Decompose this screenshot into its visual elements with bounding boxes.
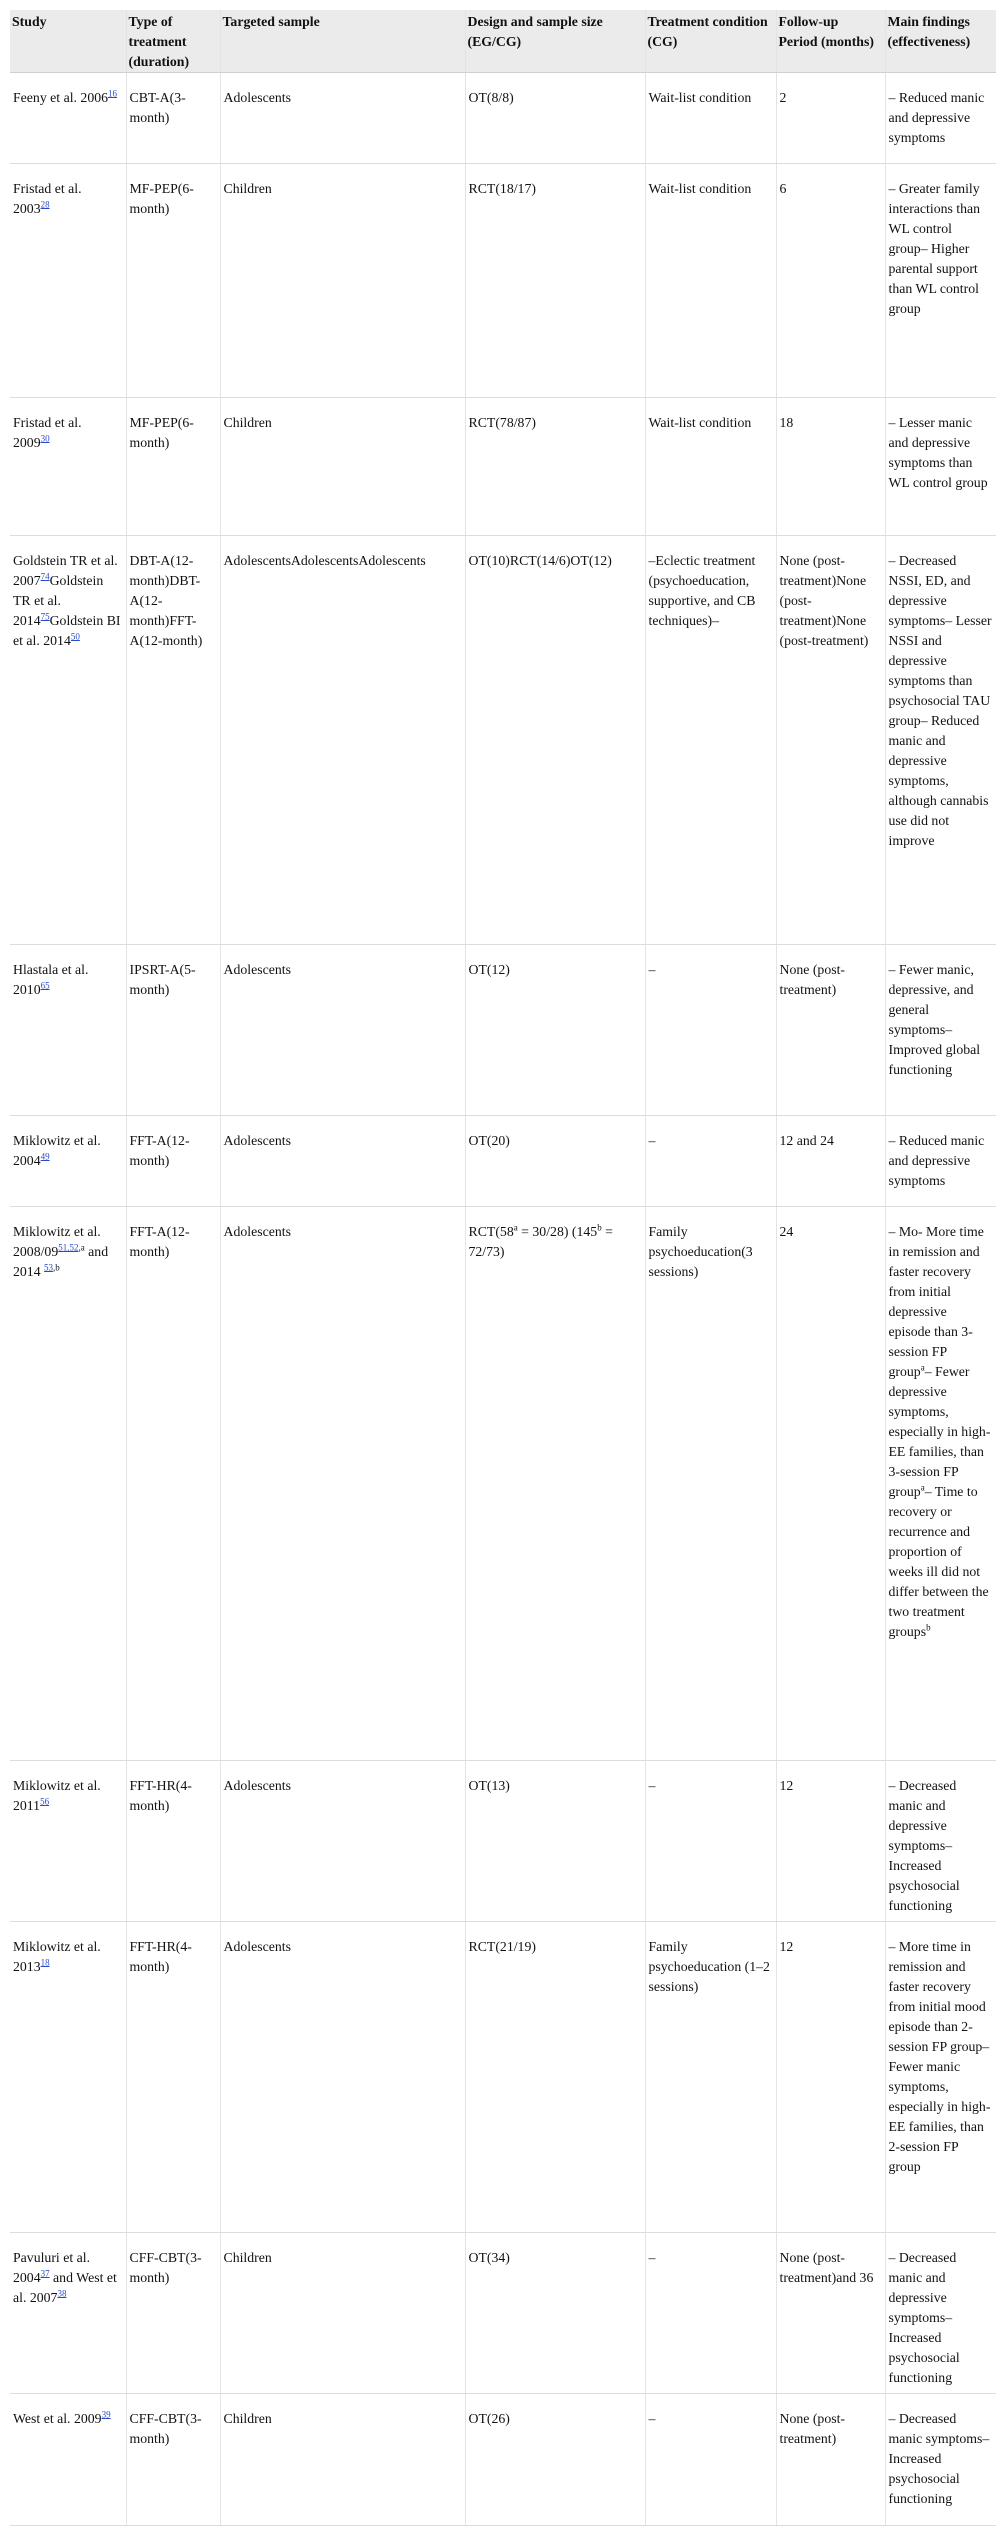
treatment-type-cell: MF-PEP(6-month) bbox=[126, 164, 220, 398]
findings-cell bbox=[885, 1116, 996, 1207]
findings-cell bbox=[885, 398, 996, 536]
study-cell-text: Goldstein TR et al. 2007 bbox=[13, 553, 118, 588]
treatment-type-cell: FFT-HR(4-month) bbox=[126, 1922, 220, 2233]
header-row bbox=[10, 10, 996, 73]
findings-cell-text: – Fewer depressive symptoms, especially in high-EE families, than 3-session FP group bbox=[888, 1364, 991, 1499]
design-cell-text: RCT(78/87) bbox=[468, 415, 536, 430]
study-cell-text: Pavuluri et al. 2004 bbox=[13, 2250, 91, 2285]
study-cell bbox=[10, 2233, 126, 2394]
reference-link[interactable]: 56 bbox=[40, 1796, 50, 1807]
targeted-sample-cell: Children bbox=[220, 2233, 465, 2394]
reference-link[interactable]: 50 bbox=[70, 631, 80, 642]
table-row bbox=[10, 1761, 996, 1922]
design-cell-text: OT(20) bbox=[468, 1133, 510, 1148]
design-cell-text: OT(8/8) bbox=[468, 90, 514, 105]
design-cell bbox=[465, 1761, 645, 1922]
treatment-condition-cell: – bbox=[645, 2233, 776, 2394]
followup-cell: 12 bbox=[776, 1922, 885, 2233]
study-cell bbox=[10, 945, 126, 1116]
design-cell bbox=[465, 1922, 645, 2233]
treatment-condition-cell: –Eclectic treatment (psychoeducation, supportive, and CB techniques)– bbox=[645, 536, 776, 945]
followup-cell: None (post-treatment) bbox=[776, 945, 885, 1116]
col-header-findings: Main findings (effectiveness) bbox=[885, 10, 996, 73]
findings-cell-text: – Decreased manic and depressive symptoms– Increased psychosocial functioning bbox=[888, 2250, 960, 2385]
study-cell-text: Miklowitz et al. 2013 bbox=[13, 1939, 101, 1974]
followup-cell: None (post-treatment) bbox=[776, 2394, 885, 2526]
treatment-type-cell: IPSRT-A(5-month) bbox=[126, 945, 220, 1116]
treatment-type-cell: FFT-A(12-month) bbox=[126, 1116, 220, 1207]
targeted-sample-cell: Adolescents bbox=[220, 1761, 465, 1922]
design-cell bbox=[465, 1207, 645, 1761]
study-cell bbox=[10, 2394, 126, 2526]
treatment-condition-cell: – bbox=[645, 1761, 776, 1922]
reference-link[interactable]: 75 bbox=[40, 611, 50, 622]
study-cell-text: and 2014 bbox=[13, 1244, 109, 1279]
findings-cell-text: – Lesser manic and depressive symptoms than WL control group bbox=[888, 415, 988, 490]
treatment-type-cell: DBT-A(12-month)DBT-A(12-month)FFT-A(12-month) bbox=[126, 536, 220, 945]
findings-cell-text: – Reduced manic and depressive symptoms bbox=[888, 1133, 985, 1188]
table-row bbox=[10, 536, 996, 945]
study-cell bbox=[10, 1761, 126, 1922]
footnote-marker: a bbox=[513, 1222, 518, 1233]
targeted-sample-cell: Adolescents bbox=[220, 1116, 465, 1207]
findings-cell bbox=[885, 1922, 996, 2233]
design-cell bbox=[465, 945, 645, 1116]
study-cell bbox=[10, 1116, 126, 1207]
table-row bbox=[10, 164, 996, 398]
design-cell-text: OT(26) bbox=[468, 2411, 510, 2426]
findings-cell-text: – Reduced manic and depressive symptoms bbox=[888, 90, 985, 145]
followup-cell: 12 bbox=[776, 1761, 885, 1922]
design-cell-text: RCT(21/19) bbox=[468, 1939, 536, 1954]
findings-cell-text: – Time to recovery or recurrence and proportion of weeks ill did not differ between the two treatment groups bbox=[888, 1484, 989, 1639]
followup-cell: 24 bbox=[776, 1207, 885, 1761]
table-row bbox=[10, 945, 996, 1116]
design-cell-text: RCT(18/17) bbox=[468, 181, 536, 196]
targeted-sample-cell: Children bbox=[220, 2394, 465, 2526]
treatment-condition-cell: – bbox=[645, 2394, 776, 2526]
footnote-marker: ,a bbox=[78, 1242, 85, 1253]
table-row bbox=[10, 1116, 996, 1207]
reference-link[interactable]: 37 bbox=[40, 2268, 50, 2279]
findings-cell-text: – Mo- More time in remission and faster recovery from initial depressive episode than 3-session FP group bbox=[888, 1224, 984, 1379]
study-cell-text: Hlastala et al. 2010 bbox=[13, 962, 89, 997]
followup-cell: 18 bbox=[776, 398, 885, 536]
col-header-followup: Follow-up Period (months) bbox=[776, 10, 885, 73]
findings-cell bbox=[885, 1207, 996, 1761]
study-cell-text: Feeny et al. 2006 bbox=[13, 90, 109, 105]
findings-cell bbox=[885, 945, 996, 1116]
treatment-condition-cell: Wait-list condition bbox=[645, 398, 776, 536]
treatment-condition-cell: Family psychoeducation (1–2 sessions) bbox=[645, 1922, 776, 2233]
study-cell-text: Fristad et al. 2009 bbox=[13, 415, 82, 450]
followup-cell: 6 bbox=[776, 164, 885, 398]
followup-cell: 12 and 24 bbox=[776, 1116, 885, 1207]
col-header-condition: Treatment condition (CG) bbox=[645, 10, 776, 73]
design-cell-text: RCT(58 bbox=[468, 1224, 514, 1239]
study-cell bbox=[10, 1922, 126, 2233]
reference-link[interactable]: 49 bbox=[40, 1151, 50, 1162]
design-cell-text: OT(13) bbox=[468, 1778, 510, 1793]
treatment-type-cell: FFT-HR(4-month) bbox=[126, 1761, 220, 1922]
treatment-type-cell: MF-PEP(6-month) bbox=[126, 398, 220, 536]
reference-link[interactable]: 18 bbox=[40, 1957, 50, 1968]
reference-link[interactable]: 38 bbox=[57, 2288, 67, 2299]
study-cell-text: Miklowitz et al. 2004 bbox=[13, 1133, 101, 1168]
study-cell-text: Fristad et al. 2003 bbox=[13, 181, 82, 216]
col-header-study: Study bbox=[10, 10, 126, 73]
study-cell-text: and West et al. 2007 bbox=[13, 2270, 117, 2305]
table-row bbox=[10, 1207, 996, 1761]
reference-link[interactable]: 74 bbox=[40, 571, 50, 582]
col-header-type: Type of treatment (duration) bbox=[126, 10, 220, 73]
reference-link[interactable]: 51,52 bbox=[58, 1242, 79, 1253]
col-header-sample: Targeted sample bbox=[220, 10, 465, 73]
followup-cell: 2 bbox=[776, 73, 885, 164]
study-cell-text: Miklowitz et al. 2008/09 bbox=[13, 1224, 101, 1259]
footnote-marker: a bbox=[920, 1482, 925, 1493]
design-cell-text: OT(34) bbox=[468, 2250, 510, 2265]
study-cell-text: Goldstein BI et al. 2014 bbox=[13, 613, 121, 648]
table-row bbox=[10, 73, 996, 164]
table-row bbox=[10, 398, 996, 536]
design-cell bbox=[465, 1116, 645, 1207]
design-cell bbox=[465, 398, 645, 536]
findings-cell-text: – Fewer manic, depressive, and general symptoms– Improved global functioning bbox=[888, 962, 981, 1077]
design-cell-text: OT(10)RCT(14/6)OT(12) bbox=[468, 553, 612, 568]
table-row bbox=[10, 2394, 996, 2526]
table-row bbox=[10, 2233, 996, 2394]
table-row bbox=[10, 1922, 996, 2233]
findings-cell-text: – Decreased manic symptoms– Increased psychosocial functioning bbox=[888, 2411, 990, 2506]
targeted-sample-cell: Adolescents bbox=[220, 1922, 465, 2233]
targeted-sample-cell: AdolescentsAdolescentsAdolescents bbox=[220, 536, 465, 945]
treatment-condition-cell: Wait-list condition bbox=[645, 73, 776, 164]
findings-cell-text: – More time in remission and faster recovery from initial mood episode than 2-session FP group– Fewer manic symptoms, especially in high-EE families, than 2-session FP group bbox=[888, 1939, 991, 2174]
study-cell bbox=[10, 1207, 126, 1761]
findings-cell bbox=[885, 2233, 996, 2394]
design-cell bbox=[465, 2233, 645, 2394]
findings-cell bbox=[885, 2394, 996, 2526]
study-cell-text: Goldstein TR et al. 2014 bbox=[13, 573, 104, 628]
study-cell bbox=[10, 398, 126, 536]
targeted-sample-cell: Adolescents bbox=[220, 73, 465, 164]
findings-cell-text: – Greater family interactions than WL control group– Higher parental support than WL control group bbox=[888, 181, 981, 316]
treatment-condition-cell: Wait-list condition bbox=[645, 164, 776, 398]
targeted-sample-cell: Children bbox=[220, 398, 465, 536]
treatment-condition-cell: Family psychoeducation(3 sessions) bbox=[645, 1207, 776, 1761]
footnote-marker: ,b bbox=[53, 1262, 60, 1273]
design-cell-text: OT(12) bbox=[468, 962, 510, 977]
design-cell bbox=[465, 164, 645, 398]
treatment-type-cell: CFF-CBT(3-month) bbox=[126, 2233, 220, 2394]
reference-link[interactable]: 30 bbox=[40, 433, 50, 444]
design-cell bbox=[465, 2394, 645, 2526]
reference-link[interactable]: 53 bbox=[44, 1262, 54, 1273]
findings-cell-text: – Decreased manic and depressive symptoms– Increased psychosocial functioning bbox=[888, 1778, 960, 1913]
findings-cell bbox=[885, 1761, 996, 1922]
findings-cell bbox=[885, 73, 996, 164]
treatment-type-cell: FFT-A(12-month) bbox=[126, 1207, 220, 1761]
design-cell-text: = 30/28) (145 bbox=[517, 1224, 598, 1239]
design-cell-text: = 72/73) bbox=[468, 1224, 613, 1259]
treatment-type-cell: CFF-CBT(3-month) bbox=[126, 2394, 220, 2526]
study-cell bbox=[10, 536, 126, 945]
reference-link[interactable]: 39 bbox=[101, 2409, 111, 2420]
study-cell-text: Miklowitz et al. 2011 bbox=[13, 1778, 101, 1813]
footnote-marker: a bbox=[920, 1362, 925, 1373]
reference-link[interactable]: 16 bbox=[108, 88, 118, 99]
findings-cell-text: – Decreased NSSI, ED, and depressive symptoms– Lesser NSSI and depressive symptoms than psychosocial TAU group– Reduced manic and depressive symptoms, although cannabis use did not improve bbox=[888, 553, 992, 848]
footnote-marker: b bbox=[926, 1622, 931, 1633]
studies-table bbox=[10, 10, 996, 2526]
study-cell bbox=[10, 164, 126, 398]
targeted-sample-cell: Children bbox=[220, 164, 465, 398]
targeted-sample-cell: Adolescents bbox=[220, 1207, 465, 1761]
treatment-condition-cell: – bbox=[645, 1116, 776, 1207]
reference-link[interactable]: 28 bbox=[40, 199, 50, 210]
followup-cell: None (post-treatment)None (post-treatment)None (post-treatment) bbox=[776, 536, 885, 945]
targeted-sample-cell: Adolescents bbox=[220, 945, 465, 1116]
findings-cell bbox=[885, 536, 996, 945]
treatment-condition-cell: – bbox=[645, 945, 776, 1116]
study-cell-text: West et al. 2009 bbox=[13, 2411, 102, 2426]
findings-cell bbox=[885, 164, 996, 398]
reference-link[interactable]: 65 bbox=[40, 980, 50, 991]
footnote-marker: b bbox=[597, 1222, 602, 1233]
treatment-type-cell: CBT-A(3-month) bbox=[126, 73, 220, 164]
followup-cell: None (post-treatment)and 36 bbox=[776, 2233, 885, 2394]
design-cell bbox=[465, 536, 645, 945]
study-cell bbox=[10, 73, 126, 164]
col-header-design: Design and sample size (EG/CG) bbox=[465, 10, 645, 73]
design-cell bbox=[465, 73, 645, 164]
